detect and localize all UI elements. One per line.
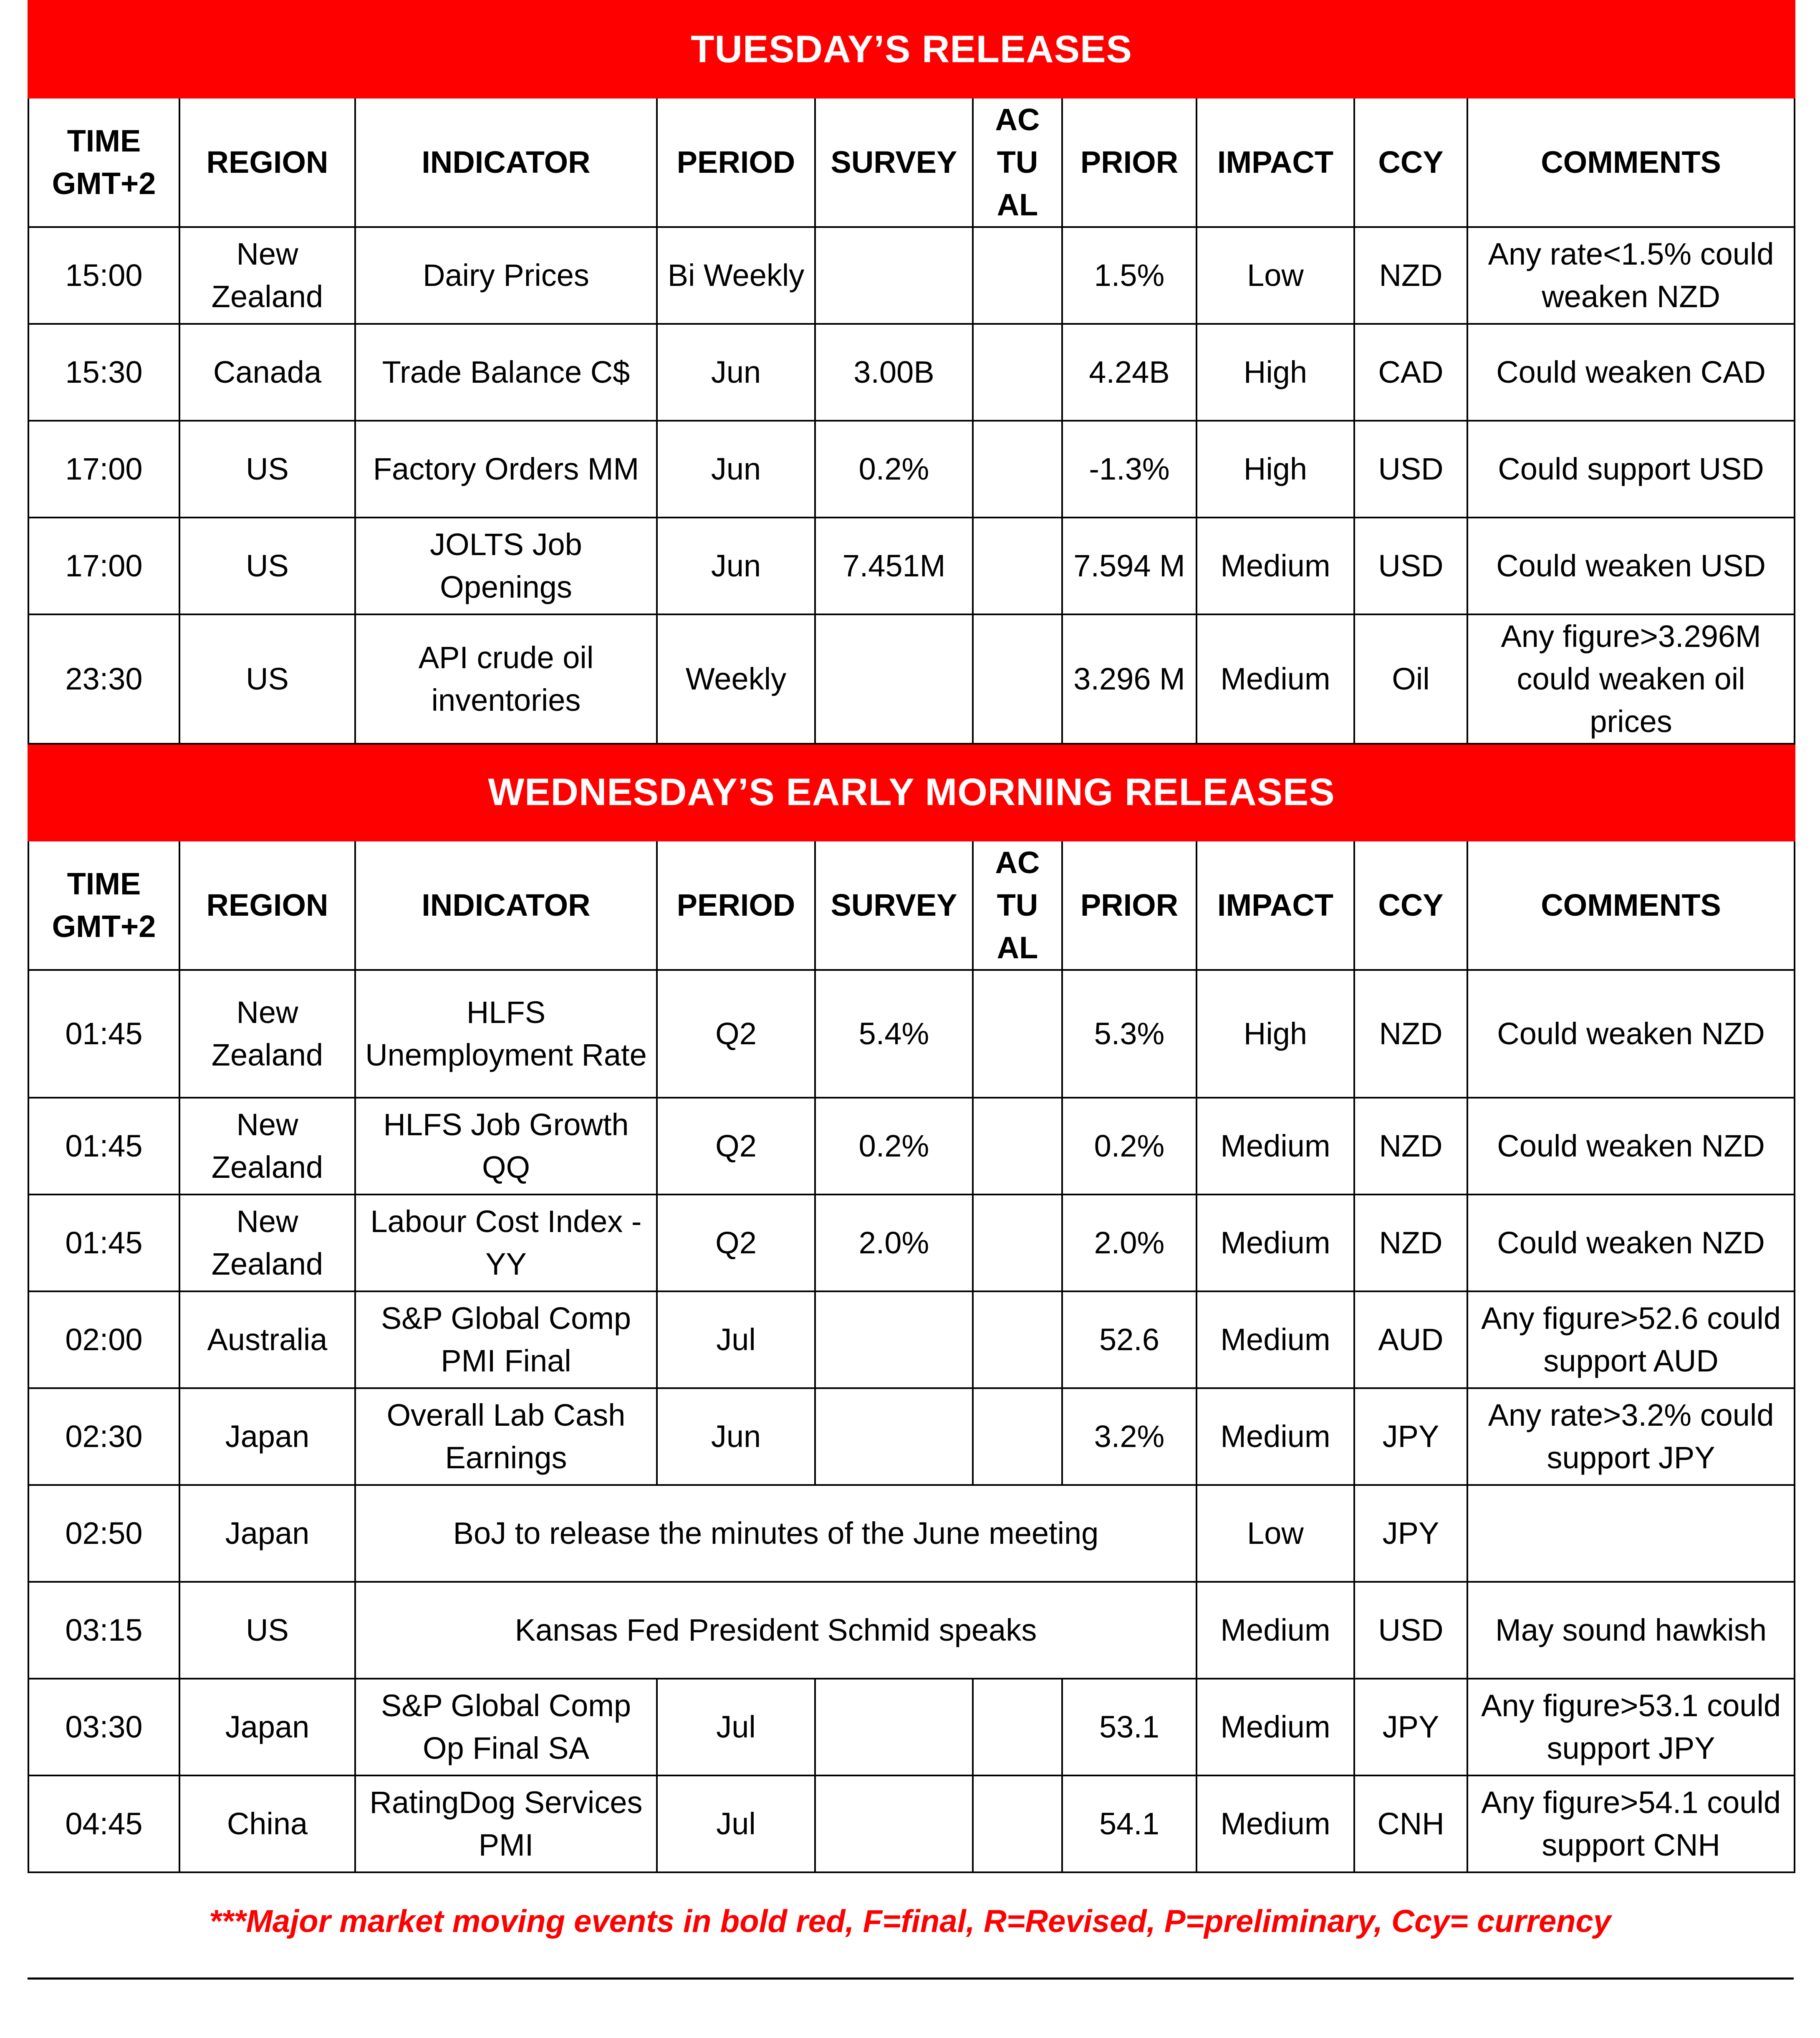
- cell-comments: Any figure>3.296M could weaken oil prices: [1467, 614, 1795, 744]
- cell-impact: Low: [1197, 1485, 1354, 1582]
- cell-ccy: JPY: [1354, 1388, 1467, 1485]
- table-row: [28, 227, 1795, 324]
- cell-impact: Medium: [1197, 1679, 1354, 1775]
- cell-comments: Could weaken NZD: [1467, 1195, 1795, 1291]
- cell-ccy: USD: [1354, 421, 1467, 518]
- table-row: [28, 1098, 1795, 1195]
- col-header-period: PERIOD: [657, 98, 815, 227]
- cell-indicator: API crude oil inventories: [355, 614, 657, 744]
- col-header-comments: COMMENTS: [1467, 98, 1795, 227]
- cell-impact: Medium: [1197, 614, 1354, 744]
- cell-time: 23:30: [28, 614, 179, 744]
- col-header-actual: AC TU AL: [973, 98, 1062, 227]
- cell-region: Japan: [179, 1679, 355, 1775]
- cell-ccy: AUD: [1354, 1291, 1467, 1388]
- table-row: [28, 1775, 1795, 1872]
- cell-impact: Medium: [1197, 1388, 1354, 1485]
- cell-prior: 2.0%: [1062, 1195, 1197, 1291]
- cell-impact: Medium: [1197, 518, 1354, 614]
- cell-indicator: S&P Global Comp PMI Final: [355, 1291, 657, 1388]
- cell-time: 03:30: [28, 1679, 179, 1775]
- table-row: [28, 614, 1795, 744]
- col-header-actual: AC TU AL: [973, 841, 1062, 970]
- cell-indicator: Overall Lab Cash Earnings: [355, 1388, 657, 1485]
- cell-prior: 5.3%: [1062, 970, 1197, 1098]
- cell-ccy: NZD: [1354, 227, 1467, 324]
- table-row: [28, 970, 1795, 1098]
- col-header-region: REGION: [179, 841, 355, 970]
- cell-region: Australia: [179, 1291, 355, 1388]
- cell-comments: Could weaken NZD: [1467, 1098, 1795, 1195]
- cell-indicator: HLFS Unemployment Rate: [355, 970, 657, 1098]
- cell-period: Jun: [657, 421, 815, 518]
- cell-ccy: USD: [1354, 1582, 1467, 1679]
- cell-time: 01:45: [28, 970, 179, 1098]
- cell-indicator: Labour Cost Index - YY: [355, 1195, 657, 1291]
- footnote: ***Major market moving events in bold red, F=final, R=Revised, P=preliminary, Ccy= currency: [209, 1904, 1611, 1939]
- cell-actual: [973, 1291, 1062, 1388]
- cell-comments: Any rate>3.2% could support JPY: [1467, 1388, 1795, 1485]
- cell-event: BoJ to release the minutes of the June meeting: [355, 1485, 1197, 1582]
- cell-impact: Medium: [1197, 1098, 1354, 1195]
- cell-impact: Medium: [1197, 1291, 1354, 1388]
- cell-period: Weekly: [657, 614, 815, 744]
- cell-actual: [973, 1098, 1062, 1195]
- col-header-survey: SURVEY: [815, 98, 973, 227]
- cell-region: New Zealand: [179, 970, 355, 1098]
- cell-region: China: [179, 1775, 355, 1872]
- cell-survey: [815, 1291, 973, 1388]
- cell-time: 17:00: [28, 518, 179, 614]
- col-header-period: PERIOD: [657, 841, 815, 970]
- cell-survey: [815, 1388, 973, 1485]
- cell-indicator: HLFS Job Growth QQ: [355, 1098, 657, 1195]
- cell-actual: [973, 970, 1062, 1098]
- col-header-region: REGION: [179, 98, 355, 227]
- cell-prior: 0.2%: [1062, 1098, 1197, 1195]
- table-row: [28, 1291, 1795, 1388]
- cell-impact: Low: [1197, 227, 1354, 324]
- cell-period: Bi Weekly: [657, 227, 815, 324]
- table-row: [28, 1582, 1795, 1679]
- col-header-time: TIME GMT+2: [28, 841, 179, 970]
- cell-ccy: USD: [1354, 518, 1467, 614]
- cell-comments: Could weaken NZD: [1467, 970, 1795, 1098]
- cell-impact: Medium: [1197, 1775, 1354, 1872]
- cell-ccy: CAD: [1354, 324, 1467, 421]
- cell-prior: 4.24B: [1062, 324, 1197, 421]
- cell-period: Jul: [657, 1679, 815, 1775]
- cell-region: New Zealand: [179, 227, 355, 324]
- cell-actual: [973, 518, 1062, 614]
- cell-impact: Medium: [1197, 1195, 1354, 1291]
- cell-comments: Any figure>54.1 could support CNH: [1467, 1775, 1795, 1872]
- cell-actual: [973, 324, 1062, 421]
- wednesday-section: [28, 744, 1795, 1872]
- cell-survey: 5.4%: [815, 970, 973, 1098]
- cell-region: New Zealand: [179, 1195, 355, 1291]
- cell-actual: [973, 1195, 1062, 1291]
- table-row: [28, 421, 1795, 518]
- cell-survey: 2.0%: [815, 1195, 973, 1291]
- cell-region: Japan: [179, 1388, 355, 1485]
- cell-actual: [973, 227, 1062, 324]
- col-header-impact: IMPACT: [1197, 98, 1354, 227]
- cell-survey: 0.2%: [815, 421, 973, 518]
- cell-comments: Could support USD: [1467, 421, 1795, 518]
- cell-prior: -1.3%: [1062, 421, 1197, 518]
- tuesday-section: [28, 1, 1795, 744]
- table-row: [28, 1485, 1795, 1582]
- cell-period: Jul: [657, 1775, 815, 1872]
- cell-time: 02:50: [28, 1485, 179, 1582]
- cell-indicator: Factory Orders MM: [355, 421, 657, 518]
- cell-ccy: JPY: [1354, 1679, 1467, 1775]
- cell-actual: [973, 1679, 1062, 1775]
- col-header-survey: SURVEY: [815, 841, 973, 970]
- col-header-prior: PRIOR: [1062, 841, 1197, 970]
- wednesday-banner-title: WEDNESDAY’S EARLY MORNING RELEASES: [28, 744, 1795, 841]
- col-header-ccy: CCY: [1354, 98, 1467, 227]
- cell-prior: 7.594 M: [1062, 518, 1197, 614]
- cell-prior: 53.1: [1062, 1679, 1197, 1775]
- tuesday-header-row: [28, 98, 1795, 227]
- col-header-impact: IMPACT: [1197, 841, 1354, 970]
- cell-survey: 3.00B: [815, 324, 973, 421]
- cell-region: New Zealand: [179, 1098, 355, 1195]
- cell-comments: Could weaken USD: [1467, 518, 1795, 614]
- cell-ccy: NZD: [1354, 970, 1467, 1098]
- cell-impact: Medium: [1197, 1582, 1354, 1679]
- cell-region: Japan: [179, 1485, 355, 1582]
- cell-comments: Any figure>52.6 could support AUD: [1467, 1291, 1795, 1388]
- col-header-indicator: INDICATOR: [355, 841, 657, 970]
- cell-region: US: [179, 614, 355, 744]
- cell-ccy: CNH: [1354, 1775, 1467, 1872]
- cell-region: Canada: [179, 324, 355, 421]
- cell-survey: [815, 1679, 973, 1775]
- cell-prior: 3.2%: [1062, 1388, 1197, 1485]
- col-header-comments: COMMENTS: [1467, 841, 1795, 970]
- cell-period: Jun: [657, 324, 815, 421]
- cell-prior: 1.5%: [1062, 227, 1197, 324]
- cell-time: 17:00: [28, 421, 179, 518]
- cell-survey: [815, 227, 973, 324]
- cell-comments: May sound hawkish: [1467, 1582, 1795, 1679]
- col-header-ccy: CCY: [1354, 841, 1467, 970]
- cell-comments: Could weaken CAD: [1467, 324, 1795, 421]
- cell-time: 15:00: [28, 227, 179, 324]
- col-header-prior: PRIOR: [1062, 98, 1197, 227]
- cell-impact: High: [1197, 970, 1354, 1098]
- cell-period: Jul: [657, 1291, 815, 1388]
- cell-prior: 3.296 M: [1062, 614, 1197, 744]
- cell-time: 04:45: [28, 1775, 179, 1872]
- cell-survey: 7.451M: [815, 518, 973, 614]
- cell-indicator: RatingDog Services PMI: [355, 1775, 657, 1872]
- cell-indicator: Trade Balance C$: [355, 324, 657, 421]
- cell-impact: High: [1197, 421, 1354, 518]
- cell-survey: 0.2%: [815, 1098, 973, 1195]
- table-row: [28, 1679, 1795, 1775]
- cell-period: Jun: [657, 1388, 815, 1485]
- cell-ccy: Oil: [1354, 614, 1467, 744]
- cell-time: 01:45: [28, 1098, 179, 1195]
- cell-actual: [973, 614, 1062, 744]
- col-header-time: TIME GMT+2: [28, 98, 179, 227]
- cell-survey: [815, 1775, 973, 1872]
- cell-actual: [973, 1388, 1062, 1485]
- table-row: [28, 1195, 1795, 1291]
- releases-page: [28, 0, 1794, 1873]
- cell-time: 02:00: [28, 1291, 179, 1388]
- bottom-divider: [28, 1977, 1794, 1980]
- cell-event: Kansas Fed President Schmid speaks: [355, 1582, 1197, 1679]
- table-row: [28, 1388, 1795, 1485]
- cell-ccy: NZD: [1354, 1195, 1467, 1291]
- tuesday-banner-title: TUESDAY’S RELEASES: [28, 1, 1795, 98]
- cell-period: Q2: [657, 1098, 815, 1195]
- cell-ccy: NZD: [1354, 1098, 1467, 1195]
- cell-impact: High: [1197, 324, 1354, 421]
- cell-actual: [973, 421, 1062, 518]
- cell-region: US: [179, 421, 355, 518]
- cell-time: 15:30: [28, 324, 179, 421]
- cell-comments: [1467, 1485, 1795, 1582]
- cell-comments: Any rate<1.5% could weaken NZD: [1467, 227, 1795, 324]
- table-row: [28, 324, 1795, 421]
- cell-prior: 54.1: [1062, 1775, 1197, 1872]
- col-header-indicator: INDICATOR: [355, 98, 657, 227]
- wednesday-header-row: [28, 841, 1795, 970]
- cell-indicator: Dairy Prices: [355, 227, 657, 324]
- cell-time: 03:15: [28, 1582, 179, 1679]
- cell-region: US: [179, 1582, 355, 1679]
- releases-table: [28, 0, 1795, 1873]
- cell-indicator: JOLTS Job Openings: [355, 518, 657, 614]
- cell-survey: [815, 614, 973, 744]
- cell-time: 01:45: [28, 1195, 179, 1291]
- cell-indicator: S&P Global Comp Op Final SA: [355, 1679, 657, 1775]
- cell-prior: 52.6: [1062, 1291, 1197, 1388]
- cell-comments: Any figure>53.1 could support JPY: [1467, 1679, 1795, 1775]
- cell-actual: [973, 1775, 1062, 1872]
- cell-region: US: [179, 518, 355, 614]
- cell-period: Q2: [657, 1195, 815, 1291]
- cell-ccy: JPY: [1354, 1485, 1467, 1582]
- cell-period: Q2: [657, 970, 815, 1098]
- table-row: [28, 518, 1795, 614]
- cell-time: 02:30: [28, 1388, 179, 1485]
- cell-period: Jun: [657, 518, 815, 614]
